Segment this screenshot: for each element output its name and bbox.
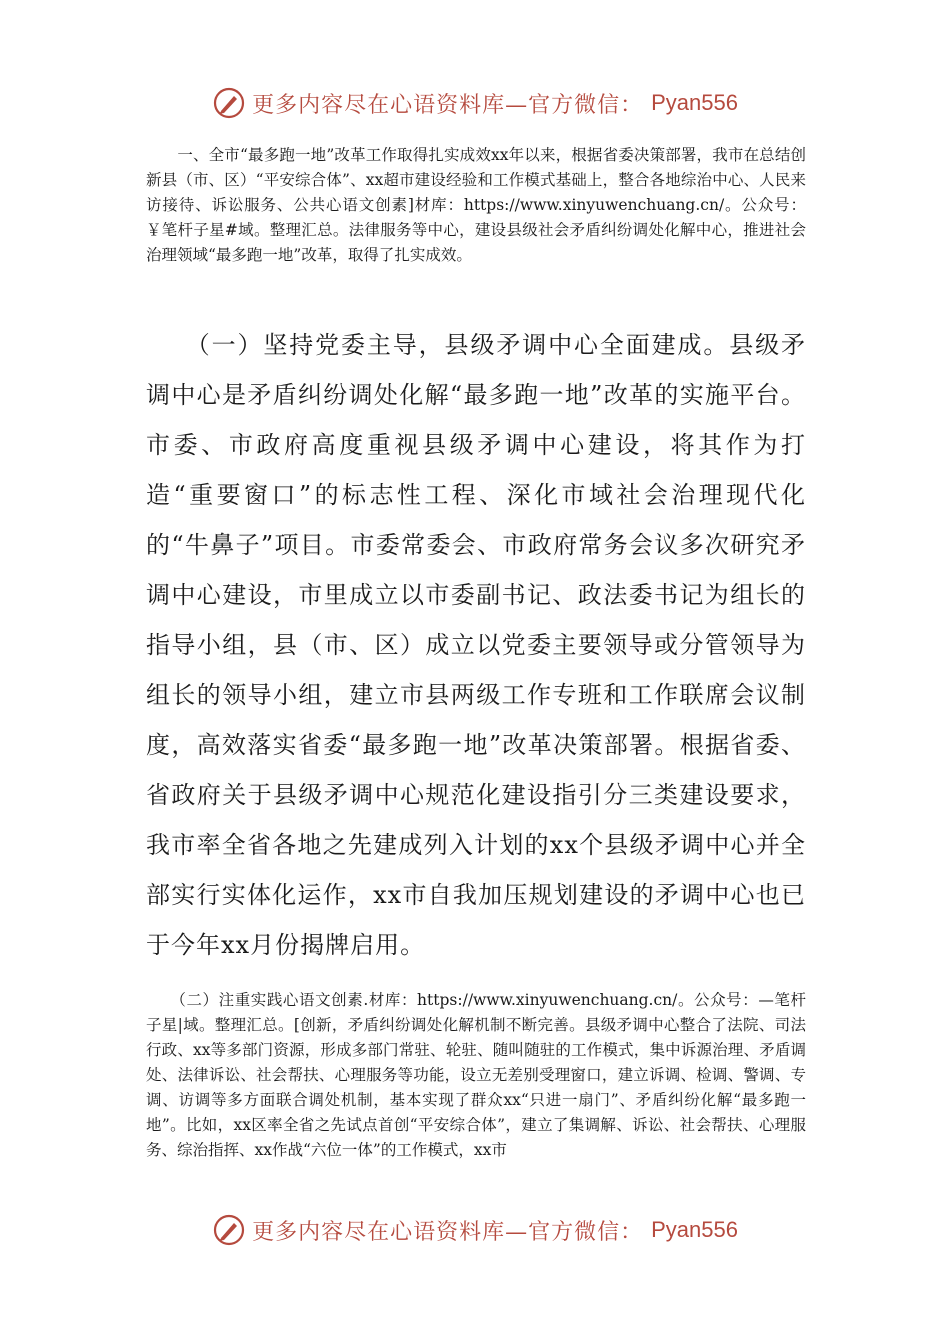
paragraph-section-two: （二）注重实践心语文创素.材库：https://www.xinyuwenchuang.cn/。公众号：—笔杆子星|域。整理汇总。[创新，矛盾纠纷调处化解机制不断完善。县级矛调中心整合了法院、司法行政、xx等多部门资源，形成多部门常驻、轮驻、随叫随驻的工作模式，集中诉源治理、矛盾调处、法律诉讼、社会帮扶、心理服务等功能，设立无差别受理窗口，建立诉调、检调、警调、专调、访调等多方面联合调处机制，基本实现了群众xx“只进一扇门”、矛盾纠纷化解“最多跑一地”。比如，xx区率全省之先试点首创“平安综合体”，建立了集调解、诉讼、社会帮扶、心理服务、综治指挥、xx作战“六位一体”的工作模式，xx市 xyxy=(146,991,806,1159)
pen-logo-icon xyxy=(212,1213,246,1247)
pen-logo-icon xyxy=(212,86,246,120)
header-banner xyxy=(0,80,950,126)
banner-wechat-id: Pyan556 xyxy=(651,1217,738,1242)
banner-wechat-id: Pyan556 xyxy=(651,90,738,115)
footer-banner xyxy=(0,1207,950,1253)
banner-text: 更多内容尽在心语资料库—官方微信： xyxy=(252,1219,644,1245)
banner-text: 更多内容尽在心语资料库—官方微信： xyxy=(252,92,644,118)
paragraph-section-one: （一）坚持党委主导，县级矛调中心全面建成。县级矛调中心是矛盾纠纷调处化解“最多跑一地”改革的实施平台。市委、市政府高度重视县级矛调中心建设，将其作为打造“重要窗口”的标志性工程、深化市域社会治理现代化的“牛鼻子”项目。市委常委会、市政府常务会议多次研究矛调中心建设，市里成立以市委副书记、政法委书记为组长的指导小组，县（市、区）成立以党委主要领导或分管领导为组长的领导小组，建立市县两级工作专班和工作联席会议制度，高效落实省委“最多跑一地”改革决策部署。根据省委、省政府关于县级矛调中心规范化建设指引分三类建设要求，我市率全省各地之先建成列入计划的xx个县级矛调中心并全部实行实体化运作，xx市自我加压规划建设的矛调中心也已于今年xx月份揭牌启用。 xyxy=(146,331,806,959)
paragraph-intro: 一、全市“最多跑一地”改革工作取得扎实成效xx年以来，根据省委决策部署，我市在总结创新县（市、区）“平安综合体”、xx超市建设经验和工作模式基础上，整合各地综治中心、人民来访接待、诉讼服务、公共心语文创素]材库：https://www.xinyuwenchuang.cn/。公众号：￥笔杆子星#域。整理汇总。法律服务等中心，建设县级社会矛盾纠纷调处化解中心，推进社会治理领域“最多跑一地”改革，取得了扎实成效。 xyxy=(146,146,806,264)
